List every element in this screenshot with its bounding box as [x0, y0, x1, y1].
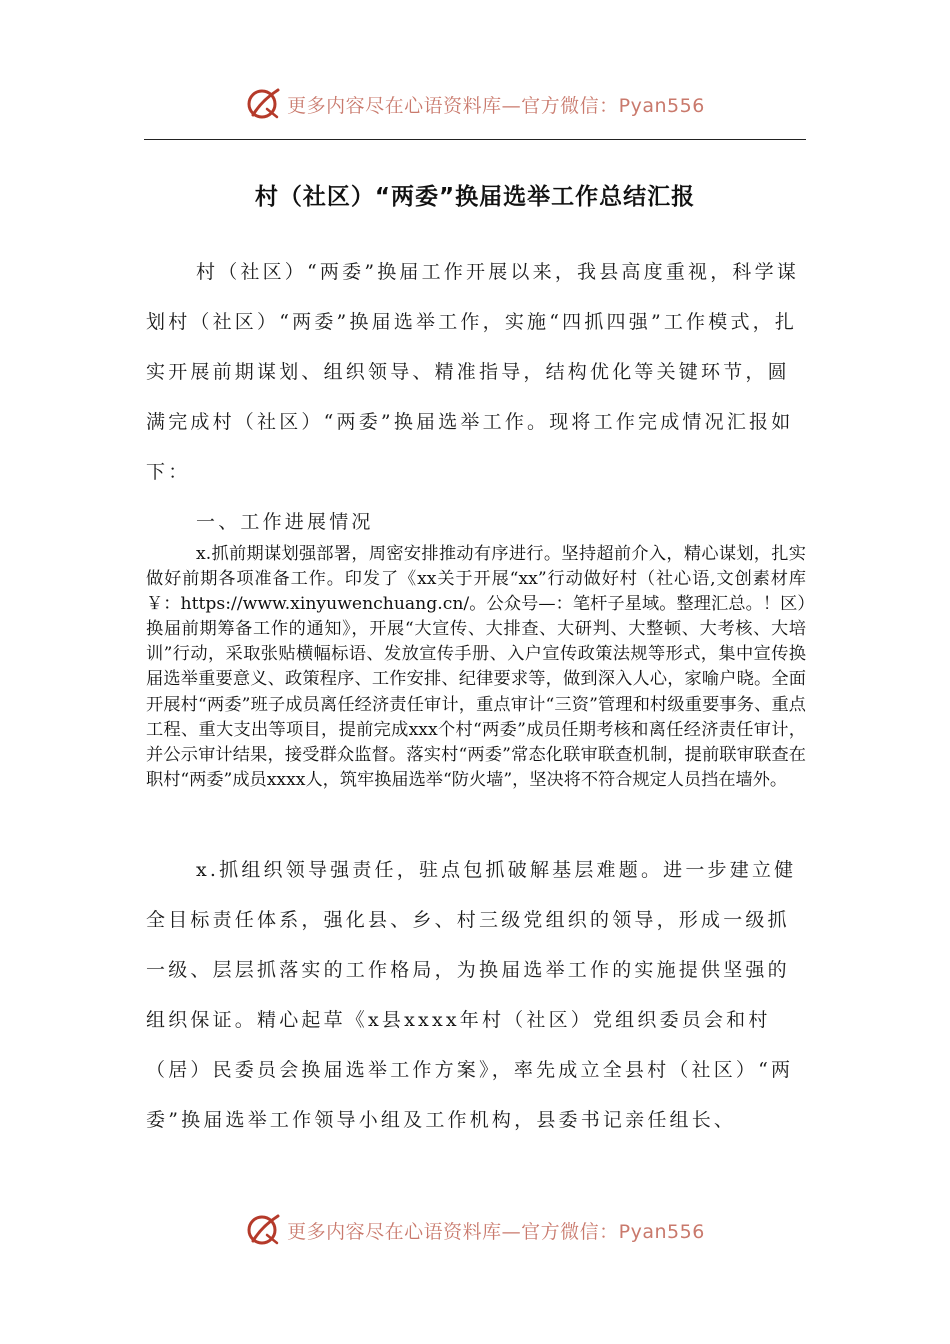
banner-text-cn: 更多内容尽在心语资料库—官方微信：: [287, 1220, 619, 1243]
document-title: 村（社区）“两委”换届选举工作总结汇报: [254, 184, 696, 210]
banner-text-cn: 更多内容尽在心语资料库—官方微信：: [287, 94, 619, 117]
paragraph-planning: x.抓前期谋划强部署，周密安排推动有序进行。坚持超前介入，精心谋划，扎实做好前期各项准备工作。印发了《xx关于开展“xx”行动做好村（社心语,文创素材库￥：https://www.xinyuwenchuang.cn/。公众号—：笔杆子星域。整理汇总。！区）换届前期筹备工作的通知》，开展“大宣传、大排查、大研判、大整顿、大考核、大培训”行动，采取张贴横幅标语、发放宣传手册、入户宣传政策法规等形式，集中宣传换届选举重要意义、政策程序、工作安排、纪律要求等，做到深入人心，家喻户晓。全面开展村“两委”班子成员离任经济责任审计，重点审计“三资”管理和村级重要事务、重点工程、重大支出等项目，提前完成xxx个村“两委”成员任期考核和离任经济责任审计，并公示审计结果，接受群众监督。落实村“两委”常态化联审联查机制，提前联审联查在职村“两委”成员xxxx人，筑牢换届选举“防火墙”，坚决将不符合规定人员挡在墙外。: [146, 544, 806, 790]
banner-text: [287, 1217, 705, 1244]
banner-wechat-id: Pyan556: [618, 94, 705, 117]
banner-wechat-id: Pyan556: [618, 1220, 705, 1243]
banner-text: [287, 91, 705, 118]
paragraph-leadership: x.抓组织领导强责任，驻点包抓破解基层难题。进一步建立健全目标责任体系，强化县、乡、村三级党组织的领导，形成一级抓一级、层层抓落实的工作格局，为换届选举工作的实施提供坚强的组织保证。精心起草《x县xxxx年村（社区）党组织委员会和村（居）民委员会换届选举工作方案》，率先成立全县村（社区）“两委”换届选举工作领导小组及工作机构，县委书记亲任组长、: [146, 859, 797, 1131]
intro-paragraph: 村（社区）“两委”换届工作开展以来，我县高度重视，科学谋划村（社区）“两委”换届选举工作，实施“四抓四强”工作模式，扎实开展前期谋划、组织领导、精准指导，结构优化等关键环节，圆满完成村（社区）“两委”换届选举工作。现将工作完成情况汇报如下：: [146, 261, 800, 483]
footer-banner: [0, 1208, 950, 1252]
header-rule: [144, 139, 806, 140]
header-banner: [0, 82, 950, 126]
pen-logo-icon: [245, 1211, 283, 1249]
pen-logo-icon: [245, 85, 283, 123]
section-heading: 一、工作进展情况: [196, 511, 374, 533]
